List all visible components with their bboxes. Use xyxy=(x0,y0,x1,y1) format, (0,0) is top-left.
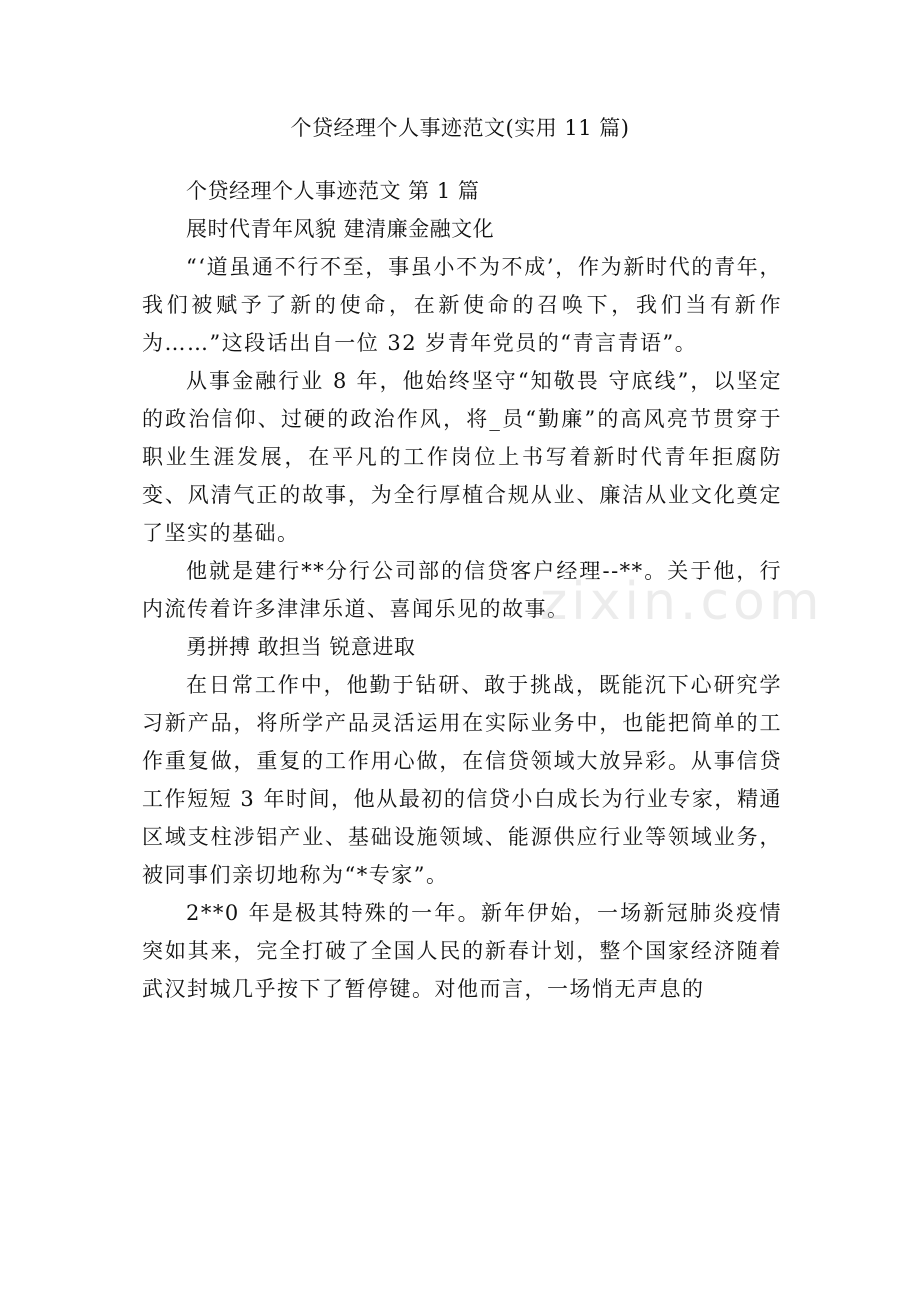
document-title: 个贷经理个人事迹范文(实用 11 篇) xyxy=(290,116,630,140)
subtitle-2: 勇拼搏 敢担当 锐意进取 xyxy=(186,635,416,659)
paragraph: 从事金融行业 8 年，他始终坚守“知敬畏 守底线”，以坚定的政治信仰、过硬的政治作风，将_员“勤廉”的高风亮节贯穿于职业生涯发展，在平凡的工作岗位上书写着新时代青年拒腐防变、风清气正的故事，为全行厚植合规从业、廉洁从业文化奠定了坚实的基础。 xyxy=(142,369,782,545)
section-title: 个贷经理个人事迹范文 第 1 篇 xyxy=(186,179,480,203)
paragraph: 2**0 年是极其特殊的一年。新年伊始，一场新冠肺炎疫情突如其来，完全打破了全国人民的新春计划，整个国家经济随着武汉封城几乎按下了暂停键。对他而言，一场悄无声息的 xyxy=(142,901,782,1001)
paragraph: “‘道虽通不行不至，事虽小不为不成’，作为新时代的青年，我们被赋予了新的使命，在新使命的召唤下，我们当有新作为……”这段话出自一位 32 岁青年党员的“青言青语”。 xyxy=(142,255,782,355)
document-body xyxy=(142,172,782,1008)
watermark: zixin.com xyxy=(540,572,824,632)
subtitle-1: 展时代青年风貌 建清廉金融文化 xyxy=(186,217,495,241)
paragraph: 在日常工作中，他勤于钻研、敢于挑战，既能沉下心研究学习新产品，将所学产品灵活运用在实际业务中，也能把简单的工作重复做，重复的工作用心做，在信贷领域大放异彩。从事信贷工作短短 3 年时间，他从最初的信贷小白成长为行业专家，精通区域支柱涉铝产业、基础设施领域、能源供应行业等领域业务，被同事们亲切地称为“*专家”。 xyxy=(142,673,782,887)
paragraph: 他就是建行**分行公司部的信贷客户经理--**。关于他，行内流传着许多津津乐道、喜闻乐见的故事。 xyxy=(142,559,782,621)
